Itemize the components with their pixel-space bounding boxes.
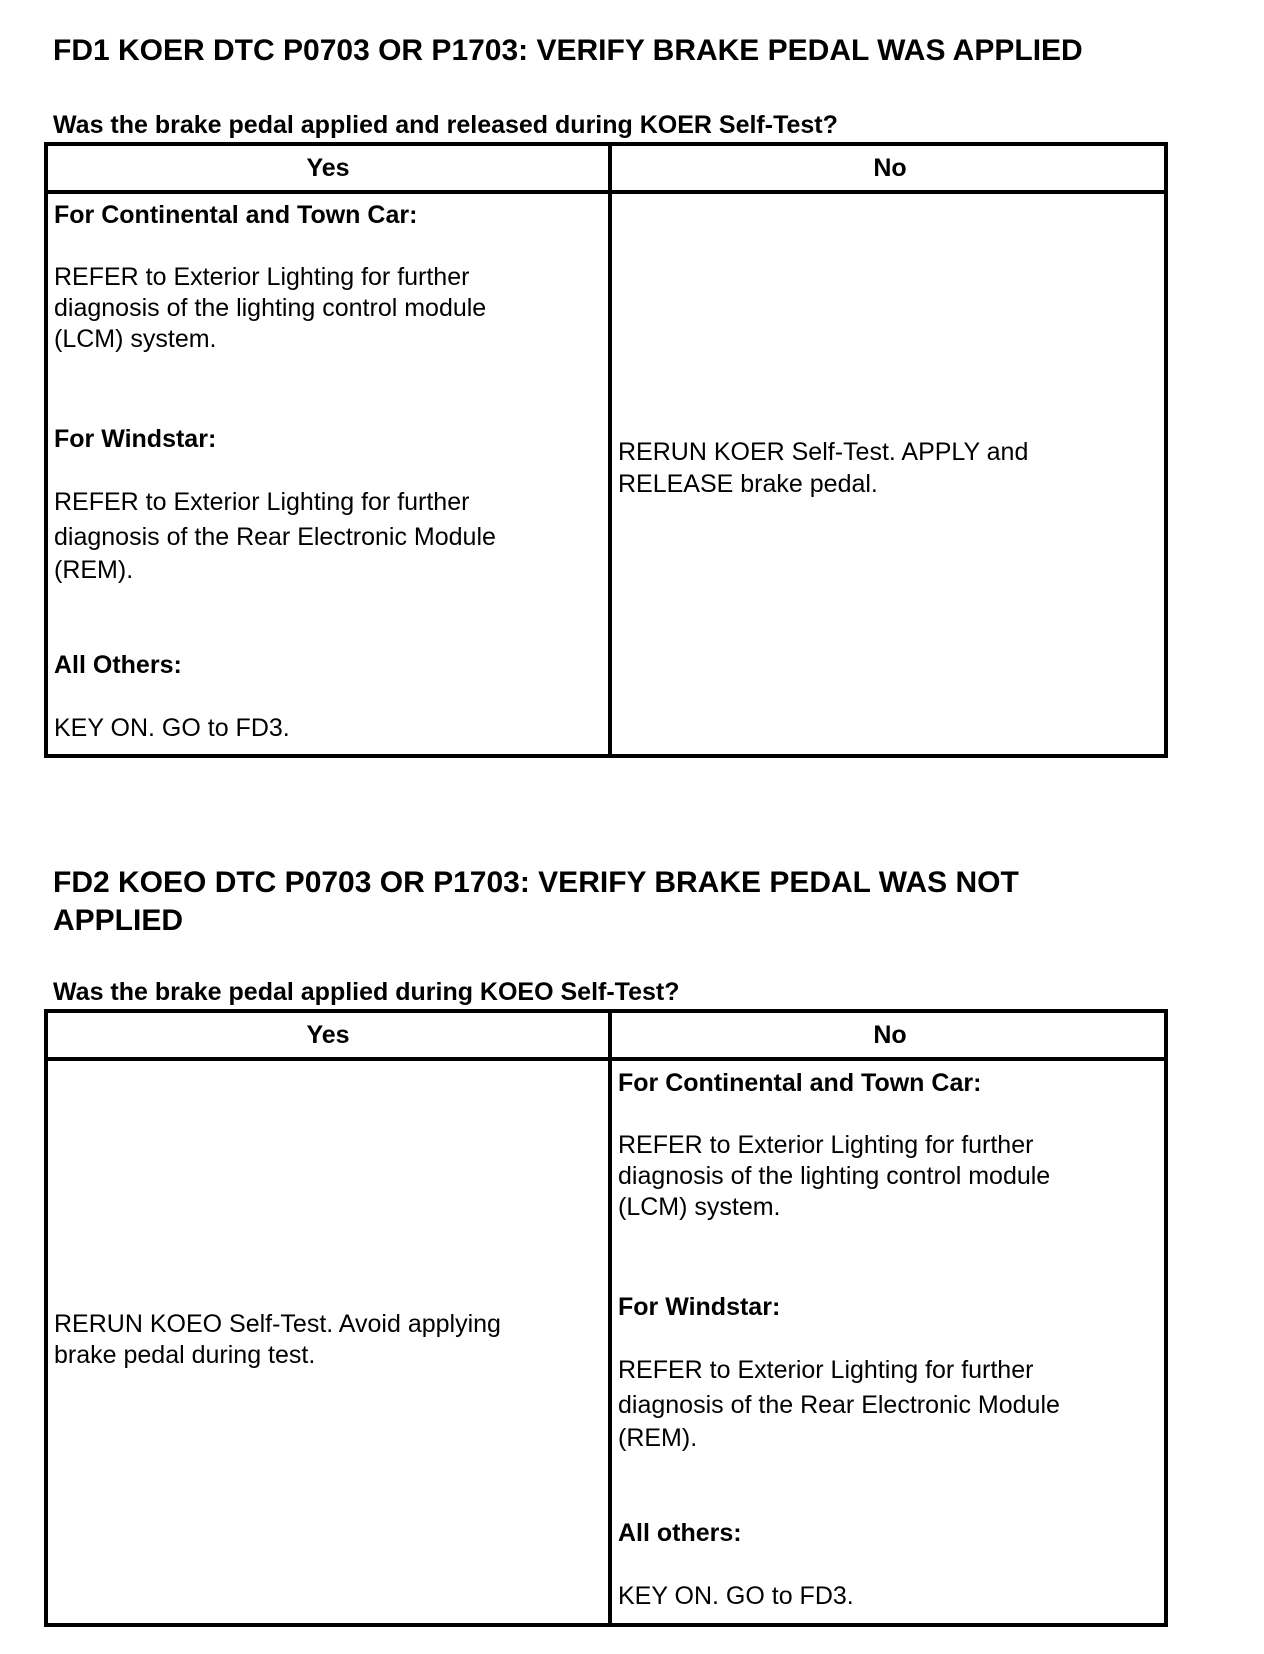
fd1-title: FD1 KOER DTC P0703 OR P1703: VERIFY BRAKE PEDAL WAS APPLIED	[53, 34, 1083, 67]
fd1-no-cell	[612, 194, 1168, 758]
fd1-yes-continental-line: (LCM) system.	[54, 325, 217, 353]
fd1-yes-others-text: KEY ON. GO to FD3.	[54, 714, 290, 742]
fd2-title	[53, 864, 1213, 940]
fd1-yes-continental-line: diagnosis of the lighting control module	[54, 294, 487, 322]
fd2-header-yes: Yes	[306, 1021, 350, 1049]
fd1-table-header	[48, 146, 1164, 194]
fd2-no-continental-heading: For Continental and Town Car:	[618, 1069, 982, 1097]
fd1-header-yes: Yes	[306, 154, 350, 182]
fd2-no-windstar-heading: For Windstar:	[618, 1293, 781, 1321]
fd1-yes-cell	[48, 194, 608, 758]
fd2-yes-cell	[48, 1061, 608, 1627]
fd2-no-continental-line: REFER to Exterior Lighting for further	[618, 1131, 1034, 1159]
fd2-no-others-heading: All others:	[618, 1519, 742, 1547]
fd1-yes-windstar-line: diagnosis of the Rear Electronic Module	[54, 523, 496, 551]
fd2-header-no: No	[873, 1021, 907, 1049]
fd1-header-no: No	[873, 154, 907, 182]
fd1-no-line: RELEASE brake pedal.	[618, 470, 878, 498]
fd2-title-line: FD2 KOEO DTC P0703 OR P1703: VERIFY BRAKE PEDAL WAS NOT	[53, 866, 1019, 899]
fd1-no-line: RERUN KOER Self-Test. APPLY and	[618, 438, 1029, 466]
fd1-yes-windstar-heading: For Windstar:	[54, 425, 217, 453]
fd1-question: Was the brake pedal applied and released during KOER Self-Test?	[53, 111, 838, 139]
fd2-question: Was the brake pedal applied during KOEO Self-Test?	[53, 978, 680, 1006]
fd2-title-line: APPLIED	[53, 904, 184, 937]
fd1-yes-windstar-line: (REM).	[54, 556, 134, 584]
fd2-no-others-text: KEY ON. GO to FD3.	[618, 1582, 854, 1610]
fd1-yes-continental-heading: For Continental and Town Car:	[54, 201, 418, 229]
fd2-yes-line: RERUN KOEO Self-Test. Avoid applying	[54, 1310, 501, 1338]
fd2-no-windstar-line: REFER to Exterior Lighting for further	[618, 1356, 1034, 1384]
fd2-no-windstar-line: diagnosis of the Rear Electronic Module	[618, 1391, 1060, 1419]
fd1-yes-windstar-line: REFER to Exterior Lighting for further	[54, 488, 470, 516]
fd2-no-continental-line: (LCM) system.	[618, 1193, 781, 1221]
fd2-yes-line: brake pedal during test.	[54, 1341, 316, 1369]
fd2-no-cell	[612, 1061, 1168, 1627]
fd2-table-header	[48, 1013, 1164, 1061]
fd1-table	[44, 142, 1168, 758]
fd2-no-continental-line: diagnosis of the lighting control module	[618, 1162, 1051, 1190]
fd1-yes-others-heading: All Others:	[54, 651, 182, 679]
fd2-no-windstar-line: (REM).	[618, 1424, 698, 1452]
fd2-table	[44, 1009, 1168, 1627]
fd1-yes-continental-line: REFER to Exterior Lighting for further	[54, 263, 470, 291]
